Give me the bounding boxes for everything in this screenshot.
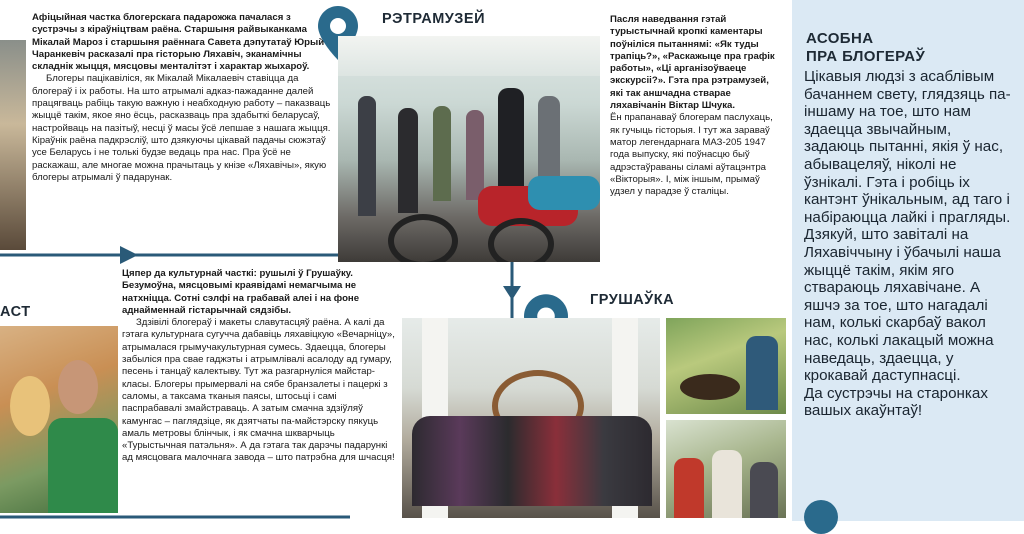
museum-intro: Пасля наведвання гэтай турыстычнай кропкі каментары поўніліся пытаннямі: «Як туды трапіць?», «Раскажыце пра графік работы», «Ці арганізоўваеце экскурсіі?». Гэта пра рэтрамузей, які так аншчадна стварае ляхавічанін Віктар Шчука. (610, 14, 775, 112)
grushauka-pan-photo (666, 318, 786, 414)
left-bottom-photo (0, 326, 118, 513)
museum-photo (338, 36, 600, 262)
route-arrow-right (120, 246, 138, 264)
grushauka-crafts-photo (666, 420, 786, 518)
grushauka-intro: Цяпер да культурнай часткі: рушылі ў Грушаўку. Безумоўна, мясцовымі краявідамі немагчыма не натхніцца. Сотні сэлфі на грабавай алеі і на фоне аднайменнай гістарычнай сядзібы. (122, 268, 360, 316)
grushauka-body: Здзівілі блогераў і макеты славутасцяў раёна. А калі да гэтага культурнага сугучча дабавіць ляхавіцкую «Вечарніцу», атрымалася грымучакультурная сумесь. Здаецца, блогеры забыліся пра свае гаджэты і атрымлівалі асалоду ад гумару, песень і танцаў калектыву. Тут жа разгарнуліся майстар-класы. Блогеры прымервалі на сябе бранзалеты і пацеркі з саломы, а таксама тканыя паясы, штосьці і самі паспрабавалі змайстраваць. А затым смачна здзіўляў камунгас – паглядзіце, як дзятчаты па-майстэрску пякуць амаль метровы блінчык, і як смачна шкварчыць «Турыстычная патэльня». А да гэтага так дарэчы падарункі ад мясцовага малочнага завода – што патрэбна для шчасця! (122, 317, 395, 464)
sidebar-corner-circle (804, 500, 838, 534)
intro-body: Блогеры пацікавіліся, як Мікалай Мікалаевіч ставіцца да блогераў і іх работы. На што атрымалі адказ-пажаданне далей працягваць рабіць такую важную і неабходную работу – паказваць жыццё такім, якое яно ёсць, расказваць пра здабыткі беларусаў, настройваць на пазітыў, несці ў масы ўсё лепшае з нашага жыцця. Кіраўнік раёна падкрэсліў, што дзякуючы цікавай падачы сюжэтаў усе Беларусь і не толькі будзе ведаць пра нас. Пра ўсё не раскажаш, але многае можна прачытаць у кнізе «Ляхавічы», якую блогеры атрымалі ў падарунак. (32, 73, 331, 183)
grushauka-heading: ГРУШАЎКА (590, 292, 675, 308)
grushauka-group-photo (402, 318, 660, 518)
grushauka-column (122, 268, 397, 465)
route-arrow-down (503, 286, 521, 300)
cutoff-heading: АСТ (0, 304, 31, 320)
sidebar-body: Цікавыя людзі з асаблівым бачаннем свету, глядзяць па-іншаму на тое, што нам здаецца звычайным, задаюць пытанні, якія ў нас, абывацеляў, ніколі не ўзнікалі. Гэта і робіць іх кантэнт ўнікальным, ад таго і набіраюцца лайкі і прагляды. Дзякуй, што завіталі на Ляхавіччыну і ўбачылі наша жыццё такім, якім яго ствараюць ляхавічане. А яшчэ за тое, што нагадалі нам, колькі скарбаў вакол нас, колькі лакацый можна наведаць, здаецца, у крокавай даступнасці. Да сустрэчы на старонках вашых акаўнтаў! (804, 68, 1011, 420)
intro-lead: Афіцыйная частка блогерскага падарожжа пачалася з сустрэчы з кіраўніцтвам раёна. Старшыня райвыканкама Мікалай Мароз і старшыня раённага Савета дэпутатаў Юрый Чаранкевіч расказалі пра гісторыю Ляхавіч, эканамічны складнік жыцця, мясцовы менталітэт і характар жыхароў. (32, 12, 325, 73)
museum-heading: РЭТРАМУЗЕЙ (382, 11, 485, 27)
bloggers-sidebar (792, 0, 1024, 521)
sidebar-title: АСОБНА ПРА БЛОГЕРАЎ (806, 30, 926, 65)
museum-body: Ён прапанаваў блогерам паслухаць, як гучыць гісторыя. І тут жа зараваў матор легендарнага МАЗ-205 1947 года выпуску, які поўнасцю быў адрэстаўраваны сіламі аўтацэнтра «Вікторыя». І, між іншым, прымаў удзел у парадзе ў сталіцы. (610, 112, 773, 198)
museum-column (610, 14, 778, 198)
